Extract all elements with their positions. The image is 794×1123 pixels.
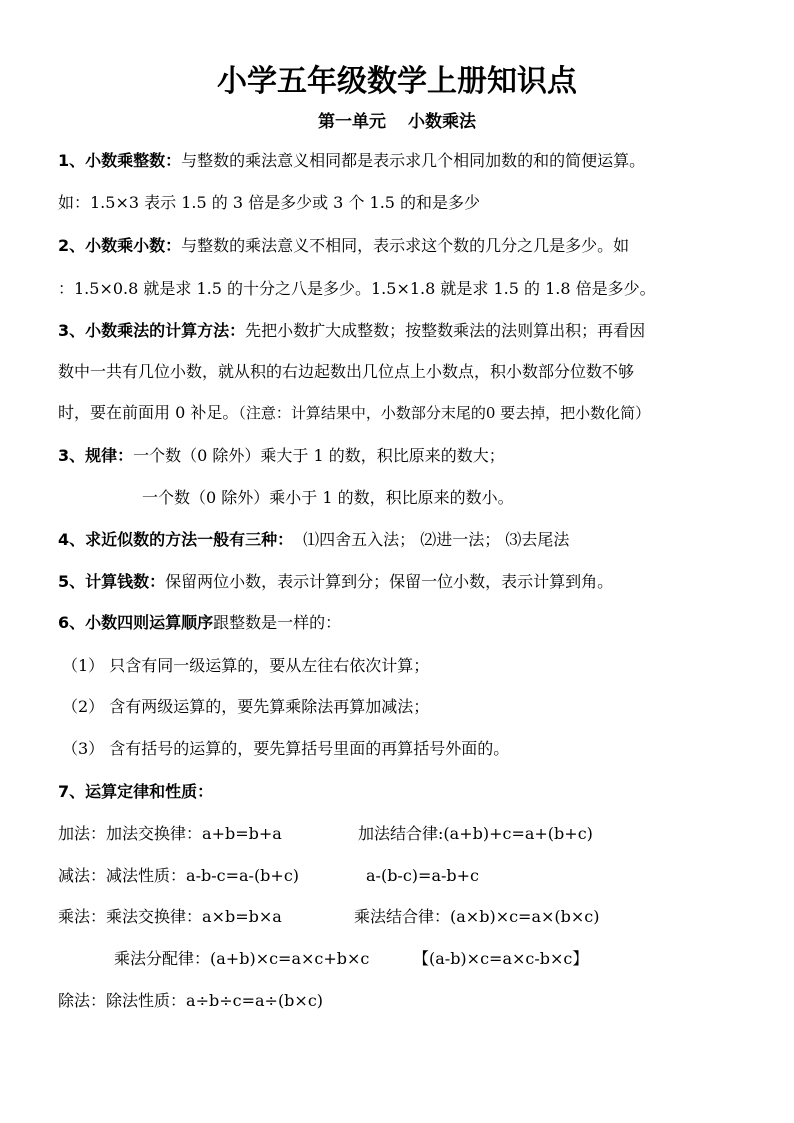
section-7-line [58,782,213,802]
section-3-line-3 [58,403,650,423]
addition-assoc [358,824,593,844]
law-formula: a÷b÷c=a÷(b×c) [186,991,324,1010]
law-label: 除法性质： [106,991,187,1010]
section-2-line-1 [58,236,629,256]
law-category: 除法： [58,991,107,1010]
law-formula: (a+b)+c=a+(b+c) [443,824,593,843]
section-number: 3、 [58,321,86,340]
section-3-line-2: 数中一共有几位小数，就从积的右边起数出几位点上小数点，积小数部分位数不够 [58,362,635,381]
subtraction-prop-2: a-(b-c)=a-b+c [366,866,479,885]
section-term: 小数四则运算顺序 [85,613,214,632]
section-rule-line-1 [58,446,505,466]
law-label: 加法交换律： [106,824,203,843]
law-formula: a×b=b×a [202,907,282,926]
section-5-line [58,572,613,592]
multiplication-assoc [354,907,600,927]
section-3-line-1 [58,321,645,341]
section-rule-line-2: 一个数（0 除外）乘小于 1 的数，积比原来的数小。 [142,488,514,507]
section-text: 与整数的乘法意义不相同，表示求这个数的几分之几是多少。如 [181,236,630,255]
law-label: 乘法分配律： [114,949,211,968]
division-row [58,991,323,1011]
section-1-line-1 [58,151,645,171]
section-number: 4、 [58,530,86,549]
law-label: 加法结合律: [358,824,444,843]
section-2-example: ：1.5×0.8 就是求 1.5 的十分之八是多少。1.5×1.8 就是求 1.5 的 1.8 倍是多少。 [58,279,656,298]
section-number: 1、 [58,151,86,170]
addition-row [58,824,282,844]
list-item: （1） 只含有同一级运算的，要从左往右依次计算； [62,656,430,675]
section-number: 2、 [58,236,86,255]
section-text: 跟整数是一样的： [213,613,342,632]
section-number: 7、 [58,782,86,801]
section-term: 小数乘法的计算方法： [85,321,246,340]
list-item: （3） 含有括号的运算的，要先算括号里面的再算括号外面的。 [62,739,510,758]
section-number: 5、 [58,572,86,591]
section-term: 求近似数的方法一般有三种： [85,530,294,549]
law-label: 乘法结合律： [354,907,451,926]
unit-heading [0,107,794,132]
multiplication-dist-2: 【(a-b)×c=a×c-b×c】 [413,949,589,968]
law-category: 加法： [58,824,107,843]
section-text: 与整数的乘法意义相同都是表示求几个相同加数的和的简便运算。 [181,151,646,170]
unit-name: 小数乘法 [408,112,476,132]
section-text: 先把小数扩大成整数；按整数乘法的法则算出积；再看因 [245,321,646,340]
list-item: （2） 含有两级运算的，要先算乘除法再算加减法； [62,697,430,716]
page-title: 小学五年级数学上册知识点 [217,64,577,99]
section-note: （注意：计算结果中，小数部分末尾的0 要去掉，把小数化简） [238,404,651,422]
law-label: 乘法交换律： [106,907,203,926]
section-number: 6、 [58,613,86,632]
law-formula: a+b=b+a [202,824,282,843]
section-term: 运算定律和性质： [85,782,214,801]
law-formula: (a×b)×c=a×(b×c) [450,907,600,926]
section-4-line [58,530,569,550]
section-1-example: 如：1.5×3 表示 1.5 的 3 倍是多少或 3 个 1.5 的和是多少 [58,193,481,212]
law-formula: (a+b)×c=a×c+b×c [210,949,370,968]
section-term: 小数乘小数： [85,236,182,255]
section-term: 规律： [85,446,134,465]
section-text: ⑴四舍五入法； ⑵进一法； ⑶去尾法 [303,530,570,549]
section-6-line [58,613,341,633]
law-category: 减法： [58,866,107,885]
section-term: 计算钱数： [85,572,166,591]
law-formula: a-b-c=a-(b+c) [186,866,300,885]
subtraction-row [58,866,299,886]
multiplication-dist [114,949,369,969]
section-text: 一个数（0 除外）乘大于 1 的数，积比原来的数大； [133,446,505,465]
law-category: 乘法： [58,907,107,926]
section-term: 小数乘整数： [85,151,182,170]
section-text: 时，要在前面用 0 补足。 [58,403,239,422]
section-number: 3、 [58,446,86,465]
law-label: 减法性质： [106,866,187,885]
section-text: 保留两位小数，表示计算到分；保留一位小数，表示计算到角。 [165,572,614,591]
multiplication-row [58,907,282,927]
unit-label: 第一单元 [318,112,386,132]
